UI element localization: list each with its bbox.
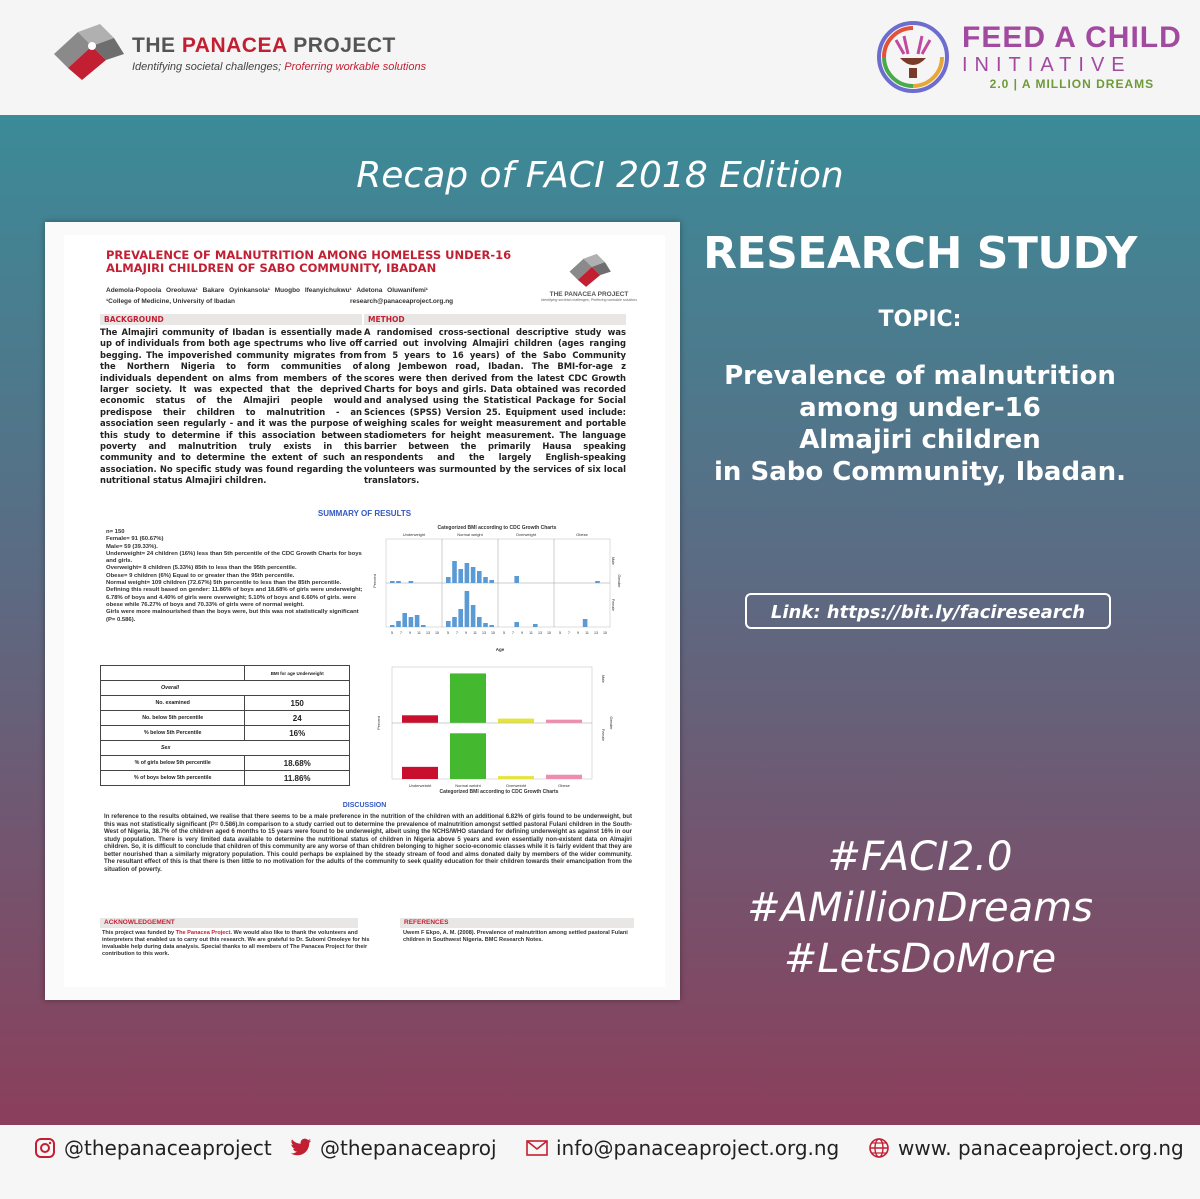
table-cell: 16% — [245, 726, 350, 741]
panel-label: Underweight — [402, 532, 426, 537]
tick-label: 7 — [568, 631, 570, 635]
table-cell: No. examined — [101, 696, 245, 711]
chart-bar — [446, 621, 451, 627]
axis-label: Percent — [376, 716, 381, 730]
stat-line: Normal weight= 109 children (72.67%) 5th percentile to less than the 85th percentile. — [106, 580, 342, 587]
chart-bar — [489, 580, 494, 583]
chart-bar — [483, 623, 488, 627]
chart-bar — [421, 625, 426, 627]
tick-label: 11 — [585, 631, 589, 635]
hashtag: #LetsDoMore — [783, 936, 1057, 982]
bmi-table — [100, 665, 350, 786]
chart-bar — [498, 719, 534, 723]
poster-logo-tag: Identifying societal challenges; Proferring workable solutions — [540, 298, 638, 302]
method-text: A randomised cross-sectional descriptive study was carried out involving Almajiri children (ages ranging from 5 years to 16 years) of the Sabo Community along Jembewon road, Ibadan. The BMI-for-age z scores were then derived from the latest CDC Growth Charts for boys and girls. Data obtained was recorded and analysed using the Statistical Package for Social Sciences (SPSS) Version 25. Equipment used include: weighing scales for weight measurement and portable stadiometers for height measurement. The language barrier between the primarily Hausa speaking respondents and the largely English-speaking volunteers was surmounted by the services of six local translators. — [364, 327, 626, 486]
instagram-icon — [34, 1137, 56, 1159]
chart-bar — [514, 576, 519, 583]
summary-heading: SUMMARY OF RESULTS — [317, 509, 412, 518]
research-study-title: RESEARCH STUDY — [703, 228, 1137, 279]
chart-bar — [498, 776, 534, 779]
poster-puzzle-icon — [566, 253, 612, 289]
tick-label: 9 — [577, 631, 579, 635]
chart-bar — [595, 581, 600, 583]
stat-line: Obese= 9 children (6%) Equal to or greater than the 95th percentile. — [106, 572, 295, 579]
panel-frame — [498, 583, 554, 627]
chart-bar — [583, 619, 588, 627]
ref-heading: REFERENCES — [400, 918, 634, 928]
table-cell: No. below 5th percentile — [101, 711, 245, 726]
tick-label: Obese — [558, 783, 570, 787]
stat-line: n= 150 — [106, 529, 125, 535]
table-overall: Overall — [101, 681, 350, 696]
recap-title: Recap of FACI 2018 Edition — [356, 155, 844, 196]
topic-line: Prevalence of malnutrition — [724, 361, 1116, 391]
chart-bar — [546, 720, 582, 723]
faci-subtitle: INITIATIVE — [962, 54, 1132, 76]
poster-title: PREVALENCE OF MALNUTRITION AMONG HOMELESS UNDER-16 ALMAJIRI CHILDREN OF SABO COMMUNITY, IBADAN — [106, 248, 512, 275]
topic-line: Almajiri children — [799, 425, 1041, 455]
chart-bar — [471, 567, 476, 583]
poster-logo-text: THE PANACEA PROJECT — [549, 291, 629, 298]
stat-line: Overweight= 8 children (5.33%) 85th to less than the 95th percentile. — [106, 565, 297, 572]
row-label: Female — [611, 599, 615, 611]
poster-affiliation: ¹College of Medicine, University of Ibadan — [106, 298, 235, 305]
chart-bar — [402, 613, 407, 627]
instagram-link[interactable]: @thepanaceaproject — [34, 1136, 272, 1160]
chart-bar — [390, 581, 395, 583]
chart-bar — [514, 622, 519, 627]
tick-label: Normal weight — [455, 783, 481, 787]
brand-tagline: Identifying societal challenges; Proferring workable solutions — [132, 60, 427, 73]
panel-frame — [386, 539, 442, 583]
table-header: BMI for age Underweight — [245, 666, 350, 681]
panel-frame — [386, 583, 442, 627]
twitter-link[interactable]: @thepanaceaproj — [290, 1136, 497, 1160]
tick-label: 15 — [435, 631, 439, 635]
tick-label: 15 — [603, 631, 607, 635]
faci-emblem-icon — [874, 18, 952, 96]
faci-version: 2.0 | A MILLION DREAMS — [989, 77, 1155, 91]
panel-frame — [442, 539, 498, 583]
chart2-xlabel: Categorized BMI according to CDC Growth Charts — [439, 789, 559, 795]
chart-bar — [483, 577, 488, 583]
topic-text — [690, 360, 1150, 488]
poster-sheet — [64, 235, 665, 987]
tick-label: 9 — [465, 631, 467, 635]
panel-label: Normal weight — [457, 532, 483, 537]
panel-label: Overweight — [515, 532, 537, 537]
row-label: Male — [601, 675, 605, 683]
table-cell: % of boys below 5th percentile — [101, 771, 245, 786]
hashtag: #AMillionDreams — [747, 885, 1093, 931]
tick-label: 11 — [529, 631, 533, 635]
globe-icon — [868, 1137, 890, 1159]
bmi-category-chart — [374, 663, 624, 795]
hashtag: #FACI2.0 — [827, 834, 1013, 880]
tick-label: Overweight — [505, 783, 527, 787]
bmi-age-chart-svg — [372, 531, 622, 653]
hashtags — [690, 832, 1150, 985]
topic-line: in Sabo Community, Ibadan. — [714, 457, 1126, 487]
faci-logo[interactable] — [874, 18, 1182, 96]
table-cell: % of girls below 5th percentile — [101, 756, 245, 771]
chart-bar — [402, 767, 438, 779]
chart-bar — [450, 733, 486, 779]
chart-bar — [452, 617, 457, 627]
chart-bar — [409, 581, 414, 583]
poster-email: research@panaceaproject.org.ng — [350, 298, 454, 305]
stat-line: Girls were more malnourished than the boys were, but this was not statistically significant (P= 0.586). — [106, 609, 359, 623]
research-poster[interactable] — [45, 222, 680, 1000]
tick-label: 5 — [391, 631, 393, 635]
stat-line: Female= 91 (60.67%) — [106, 536, 164, 543]
axis-label: Gender — [617, 574, 622, 588]
tick-label: 5 — [447, 631, 449, 635]
chart-bar — [477, 571, 482, 583]
tick-label: 5 — [559, 631, 561, 635]
chart-bar — [465, 563, 470, 583]
twitter-icon — [290, 1137, 312, 1159]
panel-frame — [554, 539, 610, 583]
background-text: The Almajiri community of Ibadan is essentially made up of individuals from both age spectrums who live off begging. The impoverished community migrates from the Northern Nigeria to form communities of individuals dependent on alms from members of the larger society. It was expected that the deprived economic status of the Almajiri people would predispose their children to malnutrition - an association seen regularly - and it was the purpose of this study to determine if this association between poverty and malnutrition truly exists in this community and to determine the extent of such an association. No specific study was found regarding the nutritional status Almajiri children. — [100, 327, 362, 486]
results-stats — [106, 529, 366, 624]
axis-label: Age — [495, 647, 505, 652]
method-heading: METHOD — [364, 314, 626, 325]
chart-bar — [396, 581, 401, 583]
stat-line: Defining this result based on gender: 11.86% of boys and 18.68% of girls were underweight; 6.78% of boys and 4.40% of girls were overweight; 5.10% of boys and 6.60% of girls. were obese while 76.27% of boys and 70.33% of girls were of normal weight. — [106, 587, 363, 608]
tick-label: 13 — [538, 631, 542, 635]
poster-logo — [534, 253, 644, 302]
tick-label: Underweight — [408, 783, 432, 787]
tick-label: 15 — [547, 631, 551, 635]
chart-bar — [458, 609, 463, 627]
tick-label: 11 — [417, 631, 421, 635]
tick-label: 13 — [426, 631, 430, 635]
envelope-icon — [526, 1137, 548, 1159]
chart-bar — [402, 715, 438, 723]
puzzle-logo-icon — [48, 24, 126, 82]
row-label: Male — [611, 557, 615, 565]
discussion-heading: DISCUSSION — [342, 802, 387, 809]
chart-bar — [489, 625, 494, 627]
chart-bar — [546, 775, 582, 779]
panel-frame — [442, 583, 498, 627]
panacea-logo[interactable] — [48, 24, 426, 82]
email-link[interactable]: info@panaceaproject.org.ng — [526, 1136, 839, 1160]
chart-bar — [446, 577, 451, 583]
bmi-age-chart — [372, 525, 622, 655]
chart-bar — [471, 605, 476, 627]
panel-label: Obese — [576, 532, 588, 537]
tick-label: 7 — [512, 631, 514, 635]
table-sex: Sex — [101, 741, 350, 756]
chart-bar — [458, 569, 463, 583]
row-label: Female — [601, 729, 605, 741]
tick-label: 9 — [521, 631, 523, 635]
tick-label: 11 — [473, 631, 477, 635]
chart-bar — [450, 673, 486, 723]
chart-bar — [415, 615, 420, 627]
panel-frame — [392, 667, 592, 723]
research-link[interactable]: Link: https://bit.ly/faciresearch — [745, 593, 1111, 629]
chart-bar — [465, 591, 470, 627]
chart-bar — [533, 624, 538, 627]
topic-line: among under-16 — [799, 393, 1041, 423]
chart-bar — [477, 617, 482, 627]
tick-label: 7 — [456, 631, 458, 635]
ack-heading: ACKNOWLEDGEMENT — [100, 918, 358, 928]
ack-text: This project was funded by The Panacea Project. We would also like to thank the volunteers and interpreters that enabled us to carry out this research. We are grateful to Dr. Subomi Omoleye for his invaluable help during data analysis. Special thanks to all members of The Panacea Project for their contribution to this work. — [102, 930, 370, 958]
tick-label: 7 — [400, 631, 402, 635]
topic-label: TOPIC: — [878, 307, 962, 332]
bmi-category-chart-svg — [374, 663, 624, 787]
tick-label: 13 — [482, 631, 486, 635]
table-cell: 18.68% — [245, 756, 350, 771]
stat-line: Male= 59 (39.33%). — [106, 543, 158, 550]
chart-bar — [452, 561, 457, 583]
table-cell: 24 — [245, 711, 350, 726]
chart-bar — [390, 625, 395, 627]
tick-label: 15 — [491, 631, 495, 635]
tick-label: 9 — [409, 631, 411, 635]
axis-label: Percent — [372, 574, 377, 588]
chart-bar — [409, 617, 414, 627]
panel-frame — [498, 539, 554, 583]
panel-frame — [554, 583, 610, 627]
ref-text: Uwem F Ekpo, A. M. (2008). Prevalence of malnutrition among settled pastoral Fulani children in Southwest Nigeria. BMC Research Notes. — [403, 930, 628, 944]
stat-line: Underweight= 24 children (16%) less than 5th percentile of the CDC Growth Charts for boys and girls. — [106, 550, 362, 565]
tick-label: 13 — [594, 631, 598, 635]
chart-bar — [396, 621, 401, 627]
poster-authors: Ademola-Popoola Oreoluwa¹ Bakare Oyinkansola¹ Muogbo Ifeanyichukwu¹ Adetona Oluwanifemi¹ — [106, 287, 428, 294]
website-link[interactable]: www. panaceaproject.org.ng — [868, 1136, 1184, 1160]
table-cell: 150 — [245, 696, 350, 711]
axis-label: Gender — [609, 716, 614, 730]
header-bar — [0, 0, 1200, 115]
background-heading: BACKGROUND — [100, 314, 362, 325]
faci-title: FEED A CHILD — [962, 21, 1182, 54]
chart1-title: Categorized BMI according to CDC Growth Charts — [437, 525, 557, 531]
discussion-text: In reference to the results obtained, we realise that there seems to be a male preference in the nutrition of the children with an additional 6.82% of girls found to be underweight, but this was not statistically significant (P= 0.586).In comparison to a study carried out to determine the prevalence of malnutrition amongst settled pastoral Fulani children in the South-West of Nigeria, 38.7% of the children aged 6 months to 15 years were found to be underweight, albeit using the NCHS/WHO standard for defining underweight as against 16% in our study population. There is very limited data available to determine the nutritional status of children in Nigeria above 5 years and even essentially non-existent data on Almajiri children. So, it is difficult to conclude that children of this community are any worse of than children belonging to higher socio-economic classes while it is fairly evident that they are better nourished than a similarly migratory population. This could perhaps be explained by the steady stream of food and alms donated daily by members of the wider community. The resultant effect of this is that there is then little to no motivation for the adults of the community to seek quality education for their children towards their emancipation from the situation of poverty. — [104, 813, 632, 873]
tick-label: 5 — [503, 631, 505, 635]
table-cell: % below 5th Percentile — [101, 726, 245, 741]
table-cell: 11.86% — [245, 771, 350, 786]
brand-title: THE PANACEA PROJECT — [132, 33, 396, 57]
